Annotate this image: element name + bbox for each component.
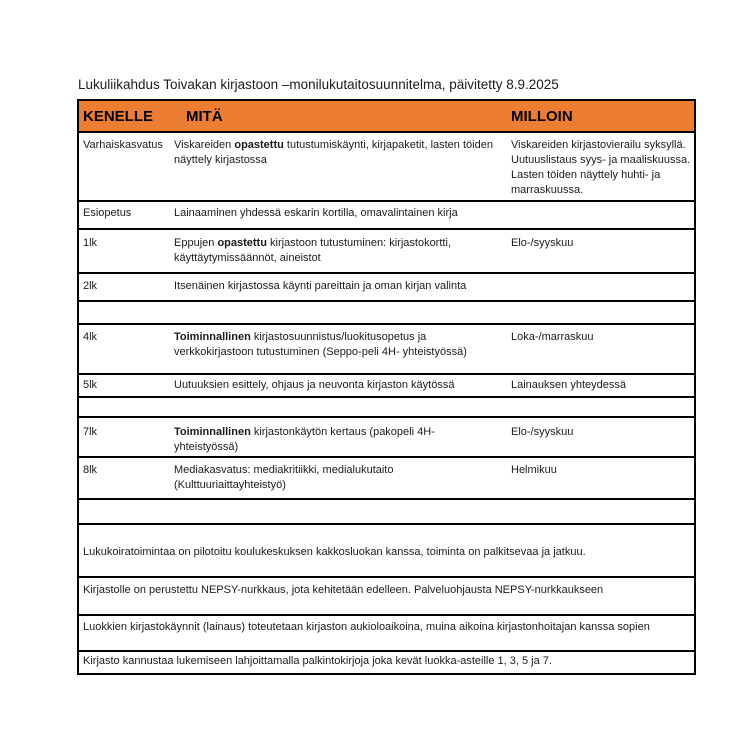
cell-mita: [173, 230, 507, 272]
cell-milloin: Elo-/syyskuu: [511, 237, 574, 249]
cell-mita: [173, 274, 507, 300]
cell-kenelle: 2lk: [83, 280, 98, 292]
mita-text: tutustumiskäynti, kirjapaketit, lasten töiden näyttely kirjastossa: [174, 139, 493, 166]
mita-text: kirjastosuunnistus/luokitusopetus ja verkkokirjastoon tutustuminen (Seppo-peli 4H- yhteistyössä): [174, 331, 467, 358]
cell-milloin: [507, 274, 694, 300]
table-header-row: [79, 101, 694, 133]
mita-text: kirjastonkäytön kertaus (pakopeli 4H-yhteistyössä): [174, 426, 435, 453]
cell-mita: [173, 458, 507, 498]
table-row-8lk: [79, 458, 694, 500]
cell-milloin: Lainauksen yhteydessä: [511, 379, 626, 391]
table-note-row: [79, 616, 694, 652]
table-note-row: [79, 578, 694, 616]
table-row-2lk: [79, 274, 694, 302]
cell-milloin: Loka-/marraskuu: [511, 331, 594, 343]
cell-milloin: [507, 202, 694, 228]
cell-milloin: Elo-/syyskuu: [511, 426, 574, 438]
cell-mita: [173, 325, 507, 373]
mita-bold-text: opastettu: [234, 139, 284, 151]
table-note-row: [79, 652, 694, 673]
table-spacer-row: [79, 398, 694, 418]
cell-kenelle: 4lk: [83, 331, 98, 343]
mita-text: Viskareiden: [174, 139, 235, 151]
cell-kenelle: 5lk: [83, 379, 98, 391]
mita-text: Eppujen: [174, 237, 218, 249]
note-text: Luokkien kirjastokäynnit (lainaus) toteutetaan kirjaston aukioloaikoina, muina aikoina kirjastonhoitajan kanssa sopien: [83, 621, 650, 633]
mita-text: kirjastoon tutustuminen: kirjastokortti, käyttäytymissäännöt, aineistot: [174, 237, 451, 264]
table-row-esiopetus: [79, 202, 694, 230]
reading-plan-table: [77, 99, 696, 675]
cell-milloin: Helmikuu: [511, 464, 557, 476]
mita-text: Uutuuksien esittely, ohjaus ja neuvonta kirjaston käytössä: [174, 379, 455, 391]
cell-kenelle: 8lk: [83, 464, 98, 476]
mita-bold-text: opastettu: [217, 237, 267, 249]
table-row-varhaiskasvatus: [79, 133, 694, 202]
column-header-kenelle: KENELLE: [83, 108, 154, 125]
column-header-mita: MITÄ: [186, 108, 223, 125]
cell-mita: [173, 133, 507, 200]
cell-kenelle: Varhaiskasvatus: [83, 139, 163, 151]
cell-kenelle: 1lk: [83, 237, 98, 249]
column-header-milloin: MILLOIN: [511, 108, 573, 125]
table-row-1lk: [79, 230, 694, 274]
table-row-4lk: [79, 325, 694, 375]
note-text: Kirjasto kannustaa lukemiseen lahjoittamalla palkintokirjoja joka kevät luokka-asteille 1, 3, 5 ja 7.: [83, 655, 552, 667]
cell-kenelle: 7lk: [83, 426, 98, 438]
note-text: Kirjastolle on perustettu NEPSY-nurkkaus, jota kehitetään edelleen. Palveluohjausta NEPSY-nurkkaukseen: [83, 584, 604, 596]
cell-kenelle: Esiopetus: [83, 207, 132, 219]
table-spacer-row: [79, 302, 694, 325]
mita-text: Mediakasvatus: mediakritiikki, medialukutaito (Kulttuuriaittayhteistyö): [174, 464, 394, 491]
table-note-row: [79, 525, 694, 578]
document-title: Lukuliikahdus Toivakan kirjastoon –monilukutaitosuunnitelma, päivitetty 8.9.2025: [78, 77, 559, 92]
cell-mita: [173, 375, 507, 396]
table-row-7lk: [79, 418, 694, 458]
table-spacer-row: [79, 500, 694, 525]
mita-text: Lainaaminen yhdessä eskarin kortilla, omavalintainen kirja: [174, 207, 458, 219]
mita-bold-text: Toiminnallinen: [174, 426, 251, 438]
mita-bold-text: Toiminnallinen: [174, 331, 251, 343]
cell-mita: [173, 418, 507, 456]
mita-text: Itsenäinen kirjastossa käynti pareittain ja oman kirjan valinta: [174, 280, 467, 292]
table-row-5lk: [79, 375, 694, 398]
cell-mita: [173, 202, 507, 228]
note-text: Lukukoiratoimintaa on pilotoitu koulukeskuksen kakkosluokan kanssa, toiminta on palkitsevaa ja jatkuu.: [83, 546, 586, 558]
cell-milloin: Viskareiden kirjastovierailu syksyllä. Uutuuslistaus syys- ja maaliskuussa. Lasten töiden näyttely huhti- ja marraskuussa.: [511, 139, 691, 196]
